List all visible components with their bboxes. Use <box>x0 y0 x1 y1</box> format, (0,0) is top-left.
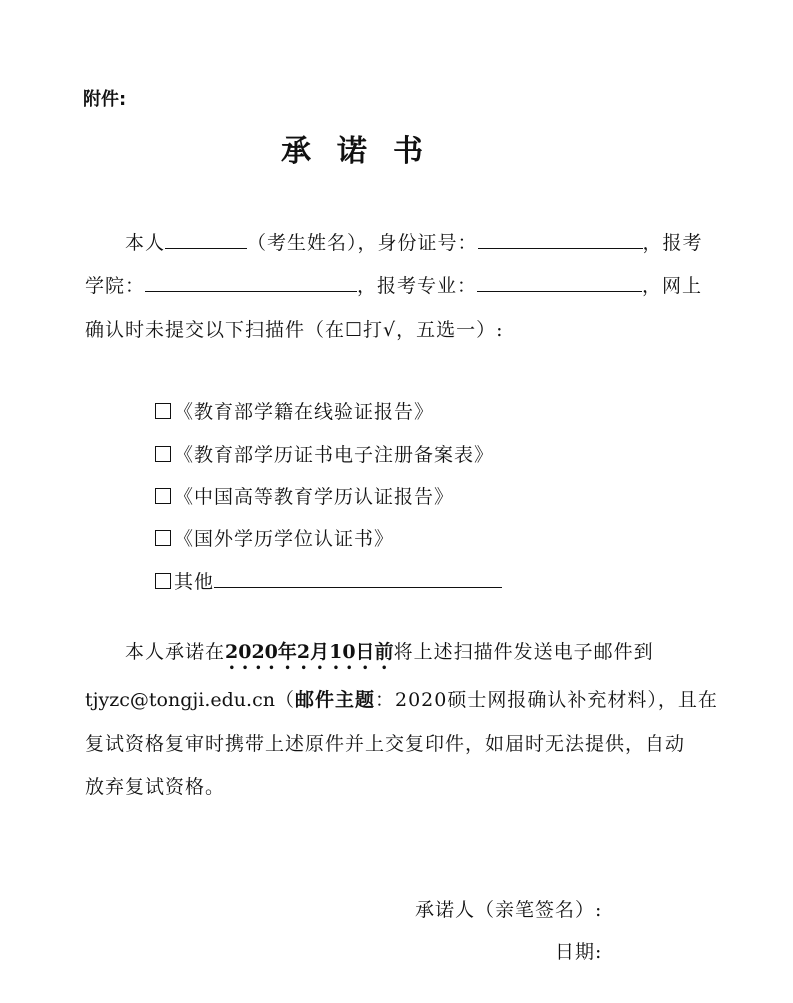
checkbox-icon[interactable] <box>155 488 171 504</box>
subject-open: （ <box>274 689 295 711</box>
commit-prefix: 本人承诺在 <box>125 641 226 663</box>
line1-suffix: ，报考 <box>642 232 703 254</box>
line2-middle: ，报考专业： <box>357 275 478 297</box>
checkbox-icon[interactable] <box>155 530 171 546</box>
name-blank[interactable] <box>165 230 247 249</box>
paragraph2-line4: 放弃复试资格。 <box>85 776 226 798</box>
other-blank[interactable] <box>214 569 502 588</box>
college-blank[interactable] <box>145 273 357 292</box>
attachment-label: 附件: <box>83 89 127 110</box>
option-label: 《教育部学籍在线验证报告》 <box>174 401 435 423</box>
major-blank[interactable] <box>477 273 642 292</box>
paragraph2-line2 <box>85 688 718 712</box>
email-address[interactable]: tjyzc@tongji.edu.cn <box>85 689 275 711</box>
option-item[interactable] <box>155 400 434 424</box>
line2-suffix: ，网上 <box>642 275 703 297</box>
option-label: 《教育部学历证书电子注册备案表》 <box>174 444 495 466</box>
paragraph1-line2 <box>85 273 702 298</box>
deadline-date: 2020年2月10日前 <box>225 641 394 663</box>
option-item[interactable] <box>155 443 494 467</box>
line2-prefix: 学院： <box>85 275 146 297</box>
option-label: 其他 <box>174 571 215 593</box>
option-label: 《中国高等教育学历认证报告》 <box>174 486 455 508</box>
option-item[interactable] <box>155 485 454 509</box>
line1-prefix: 本人 <box>125 232 166 254</box>
signer-label: 承诺人（亲笔签名）: <box>415 899 603 921</box>
paragraph1-line3: 确认时未提交以下扫描件（在☐打√，五选一）: <box>85 319 504 341</box>
paragraph1-line1 <box>125 230 703 255</box>
subject-label: 邮件主题 <box>294 689 375 711</box>
name-hint: （考生姓名），身份证号： <box>247 232 478 254</box>
paragraph2-line3: 复试资格复审时携带上述原件并上交复印件，如届时无法提供，自动 <box>85 733 686 755</box>
commit-suffix: 将上述扫描件发送电子邮件到 <box>393 641 654 663</box>
option-item[interactable] <box>155 527 394 551</box>
checkbox-icon[interactable] <box>155 573 171 589</box>
checkbox-icon[interactable] <box>155 403 171 419</box>
checkbox-icon[interactable] <box>155 446 171 462</box>
subject-value: ：2020硕士网报确认补充材料），且在 <box>375 689 718 711</box>
option-item[interactable] <box>155 569 502 594</box>
id-number-blank[interactable] <box>478 230 643 249</box>
date-label: 日期: <box>555 941 603 963</box>
paragraph2-line1 <box>125 640 654 674</box>
document-title: 承诺书 <box>281 134 449 169</box>
option-label: 《国外学历学位认证书》 <box>174 528 395 550</box>
